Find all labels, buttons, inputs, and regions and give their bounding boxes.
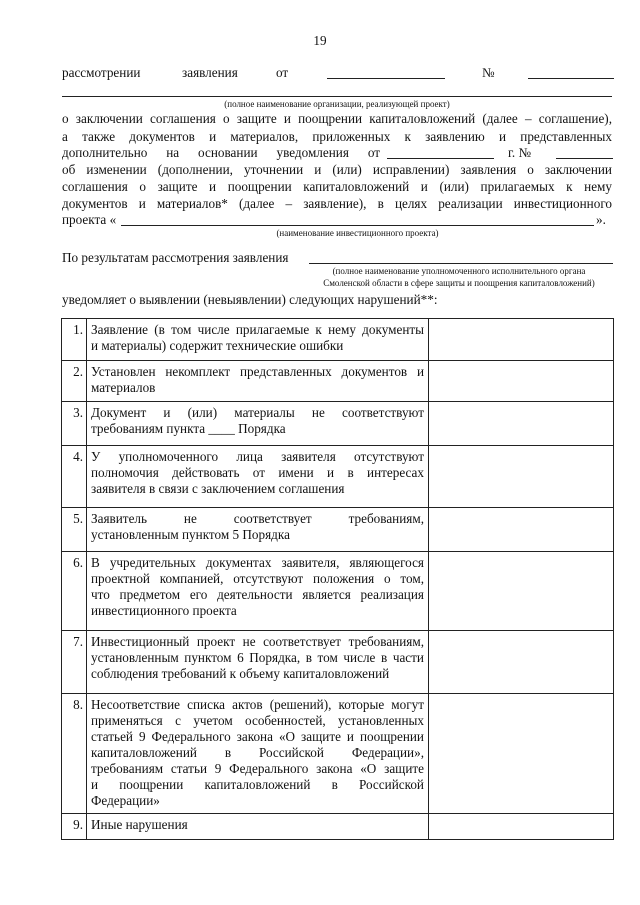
- project-name-blank: [121, 225, 594, 226]
- table-row: [62, 631, 614, 694]
- violation-description: [87, 814, 429, 840]
- table-row: [62, 814, 614, 840]
- row-number: 7.: [62, 631, 87, 694]
- description-line: заявителя в связи с заключением соглашения: [91, 481, 345, 496]
- violation-description: [87, 694, 429, 814]
- row-number: 1.: [62, 319, 87, 361]
- violation-description: [87, 402, 429, 446]
- description-line: капиталовложений в Российской Федерации»,: [91, 745, 424, 760]
- caption-authority-2: Смоленской области в сфере защиты и поощрения капиталовложений): [323, 278, 595, 288]
- description-line: Заявитель не соответствует требованиям,: [91, 511, 424, 526]
- result-cell[interactable]: [429, 361, 614, 402]
- description-line: В учредительных документах заявителя, являющегося: [91, 555, 424, 570]
- table-row: [62, 508, 614, 552]
- row-number: 4.: [62, 446, 87, 508]
- word-rassmotrenii: рассмотрении: [62, 65, 141, 80]
- organization-blank-line: [62, 96, 612, 97]
- result-cell[interactable]: [429, 446, 614, 508]
- project-close-quote: ».: [596, 212, 606, 227]
- description-line: Инвестиционный проект не соответствует требованиям,: [91, 634, 424, 649]
- description-line: и материалы) содержит технические ошибки: [91, 338, 344, 353]
- para-line-1: о заключении соглашения о защите и поощрении капиталовложений (далее – соглашение),: [62, 111, 612, 126]
- notice-date-blank: [387, 158, 494, 159]
- description-line: полномочия действовать от имени и в интересах: [91, 465, 424, 480]
- result-cell[interactable]: [429, 694, 614, 814]
- table-row: [62, 552, 614, 631]
- violation-description: [87, 446, 429, 508]
- violation-description: [87, 631, 429, 694]
- word-ot: от: [276, 65, 289, 80]
- description-line: установленным пунктом 5 Порядка: [91, 527, 290, 542]
- description-line: Иные нарушения: [91, 817, 188, 832]
- description-line: применяться с учетом особенностей, установленных: [91, 713, 424, 728]
- table-row: [62, 446, 614, 508]
- violation-description: [87, 361, 429, 402]
- description-line: проектной компанией, отсутствуют положения о том,: [91, 571, 424, 586]
- project-open-quote: проекта «: [62, 212, 117, 227]
- caption-organization: (полное наименование организации, реализующей проект): [224, 99, 450, 109]
- notify-line: уведомляет о выявлении (невыявлении) следующих нарушений**:: [62, 292, 438, 307]
- row-number: 6.: [62, 552, 87, 631]
- table-row: [62, 694, 614, 814]
- violation-description: [87, 552, 429, 631]
- result-cell[interactable]: [429, 319, 614, 361]
- para-line-5: соглашения о защите и поощрении капиталовложений и (или) прилагаемых к нему: [62, 179, 612, 194]
- row-number: 8.: [62, 694, 87, 814]
- caption-authority-1: (полное наименование уполномоченного исполнительного органа: [332, 266, 586, 276]
- row-number: 3.: [62, 402, 87, 446]
- year-number-label: г. №: [508, 145, 532, 160]
- description-line: Заявление (в том числе прилагаемые к нему документы: [91, 322, 424, 337]
- result-cell[interactable]: [429, 552, 614, 631]
- description-line: Документ и (или) материалы не соответствуют: [91, 405, 424, 420]
- description-line: инвестиционного проекта: [91, 603, 237, 618]
- word-zayavleniya: заявления: [182, 65, 238, 80]
- description-line: требованиям статьи 9 Федерального закона «О защите: [91, 761, 424, 776]
- description-line: материалов: [91, 380, 156, 395]
- description-line: Несоответствие списка актов (решений), которые могут: [91, 697, 424, 712]
- para-line-6: документов и материалов* (далее – заявление), в целях реализации инвестиционного: [62, 196, 612, 211]
- description-line: установленным пунктом 6 Порядка, в том числе в части: [91, 650, 424, 665]
- caption-project: (наименование инвестиционного проекта): [276, 228, 439, 238]
- description-line: Установлен некомплект представленных документов и: [91, 364, 424, 379]
- description-line: и поощрении капиталовложений в Российской: [91, 777, 424, 792]
- description-line: статьей 9 Федерального закона «О защите и поощрении: [91, 729, 424, 744]
- results-label: По результатам рассмотрения заявления: [62, 250, 289, 265]
- date-blank-line: [327, 78, 445, 79]
- result-cell[interactable]: [429, 508, 614, 552]
- para-line-3: дополнительно на основании уведомления от: [62, 145, 380, 160]
- table-row: [62, 361, 614, 402]
- notice-number-blank: [556, 158, 613, 159]
- description-line: соблюдения требований к объему капиталовложений: [91, 666, 390, 681]
- para-line-4: об изменении (дополнении, уточнении и (или) исправлении) заявления о заключении: [62, 162, 612, 177]
- result-cell[interactable]: [429, 814, 614, 840]
- violations-table: [61, 318, 614, 840]
- violation-description: [87, 319, 429, 361]
- para-line-2: а также документов и материалов, приложенных к заявлению и представленных: [62, 129, 612, 144]
- row-number: 5.: [62, 508, 87, 552]
- number-sign: №: [482, 65, 495, 80]
- description-line: что предметом его деятельности является реализация: [91, 587, 424, 602]
- description-line: Федерации»: [91, 793, 160, 808]
- row-number: 2.: [62, 361, 87, 402]
- result-cell[interactable]: [429, 631, 614, 694]
- row-number: 9.: [62, 814, 87, 840]
- description-line: требованиям пункта ____ Порядка: [91, 421, 286, 436]
- result-cell[interactable]: [429, 402, 614, 446]
- table-row: [62, 319, 614, 361]
- table-row: [62, 402, 614, 446]
- violation-description: [87, 508, 429, 552]
- number-blank-line: [528, 78, 614, 79]
- page-number: 19: [313, 33, 327, 48]
- authority-blank-line: [309, 263, 613, 264]
- description-line: У уполномоченного лица заявителя отсутствуют: [91, 449, 424, 464]
